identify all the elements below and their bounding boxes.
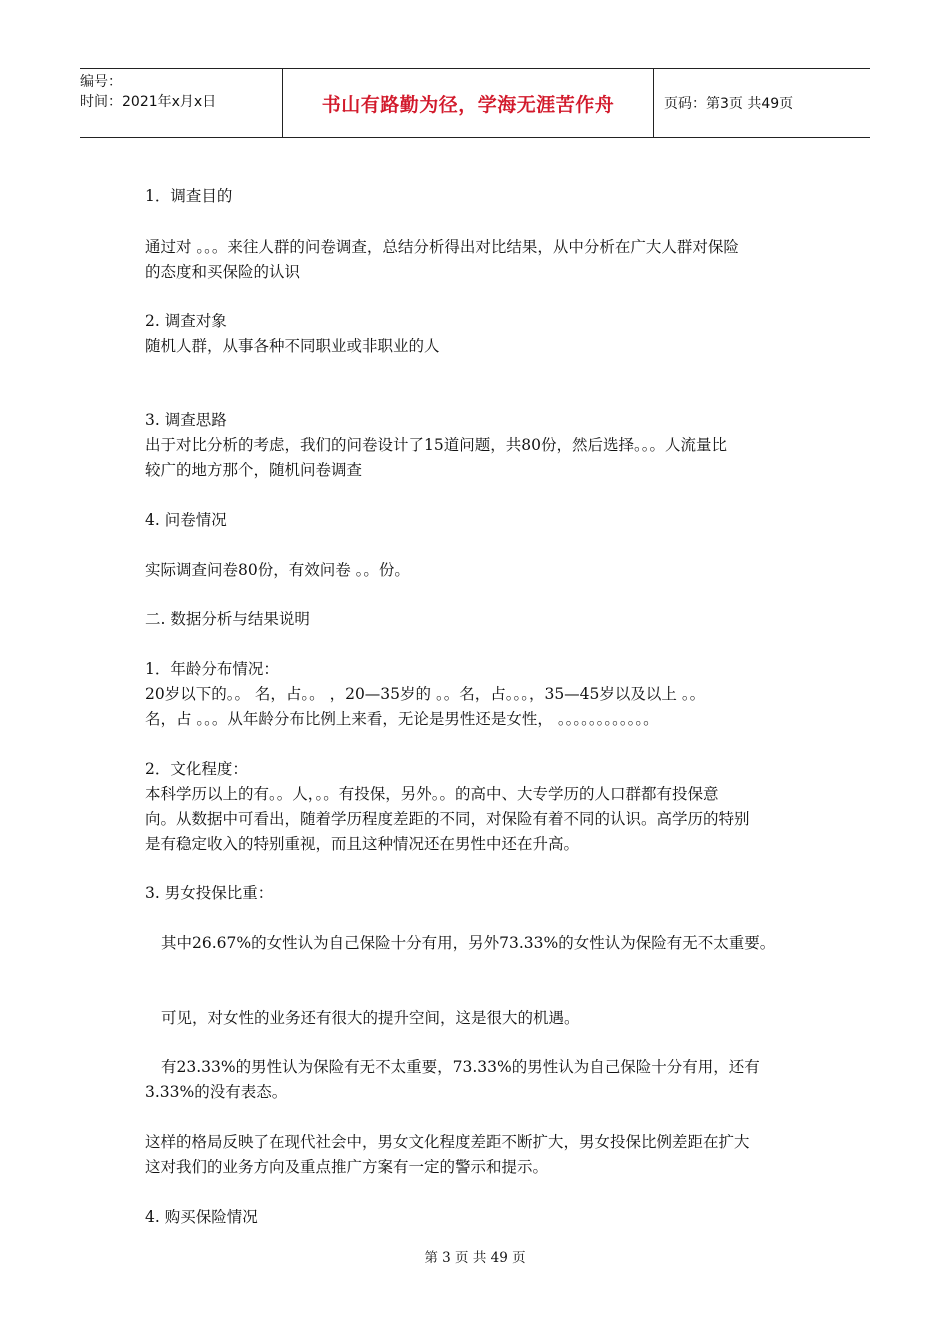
section-heading-questionnaire: 4. 问卷情况 <box>145 511 227 529</box>
paragraph-line: 是有稳定收入的特别重视，而且这种情况还在男性中还在升高。 <box>145 835 580 853</box>
paragraph-line: 随机人群，从事各种不同职业或非职业的人 <box>145 337 440 355</box>
number-label: 编号： <box>80 74 122 90</box>
section-heading-age: 1．年龄分布情况： <box>145 660 279 678</box>
section-heading-gender: 3. 男女投保比重： <box>145 884 274 902</box>
paragraph-line: 20岁以下的。。 名，占。。 ，20—35岁的 。。名，占。。。，35—45岁以及以上 。。 <box>145 685 706 703</box>
paragraph-line: 实际调查问卷80份，有效问卷 。。份。 <box>145 561 410 579</box>
paragraph-line: 名，占 。。。从年龄分布比例上来看，无论是男性还是女性， 。。。。。。。。。。。。 <box>145 710 659 728</box>
section-heading-purpose: 1．调查目的 <box>145 187 233 205</box>
paragraph-line: 这对我们的业务方向及重点推广方案有一定的警示和提示。 <box>145 1158 549 1176</box>
chapter-heading-analysis: 二. 数据分析与结果说明 <box>145 610 310 628</box>
paragraph-line: 3.33%的没有表态。 <box>145 1083 288 1101</box>
section-heading-approach: 3. 调查思路 <box>145 411 227 429</box>
section-heading-education: 2．文化程度： <box>145 760 248 778</box>
paragraph-line: 其中26.67%的女性认为自己保险十分有用，另外73.33%的女性认为保险有无不太重要。 <box>161 934 776 952</box>
paragraph-line: 向。从数据中可看出，随着学历程度差距的不同，对保险有着不同的认识。高学历的特别 <box>145 810 750 828</box>
time-label: 时间：2021年x月x日 <box>80 94 217 110</box>
header-motto: 书山有路勤为径，学海无涯苦作舟 <box>282 69 654 137</box>
paragraph-line: 的态度和买保险的认识 <box>145 263 301 281</box>
paragraph-line: 有23.33%的男性认为保险有无不太重要，73.33%的男性认为自己保险十分有用，还有 <box>161 1058 760 1076</box>
paragraph-line: 出于对比分析的考虑，我们的问卷设计了15道问题，共80份，然后选择。。。人流量比 <box>145 436 727 454</box>
header-meta <box>80 69 280 137</box>
page-footer: 第 3 页 共 49 页 <box>424 1250 526 1266</box>
document-header <box>80 68 870 138</box>
section-heading-subjects: 2. 调查对象 <box>145 312 227 330</box>
paragraph-line: 较广的地方那个，随机问卷调查 <box>145 461 363 479</box>
section-heading-purchase: 4. 购买保险情况 <box>145 1208 258 1226</box>
paragraph-line: 本科学历以上的有。。人，。。有投保，另外。。的高中、大专学历的人口群都有投保意 <box>145 785 719 803</box>
header-page-code: 页码：第3页 共49页 <box>664 96 794 112</box>
paragraph-line: 这样的格局反映了在现代社会中，男女文化程度差距不断扩大，男女投保比例差距在扩大 <box>145 1133 750 1151</box>
paragraph-line: 通过对 。。。来往人群的问卷调查，总结分析得出对比结果，从中分析在广大人群对保险 <box>145 238 739 256</box>
paragraph-line: 可见，对女性的业务还有很大的提升空间，这是很大的机遇。 <box>161 1009 580 1027</box>
